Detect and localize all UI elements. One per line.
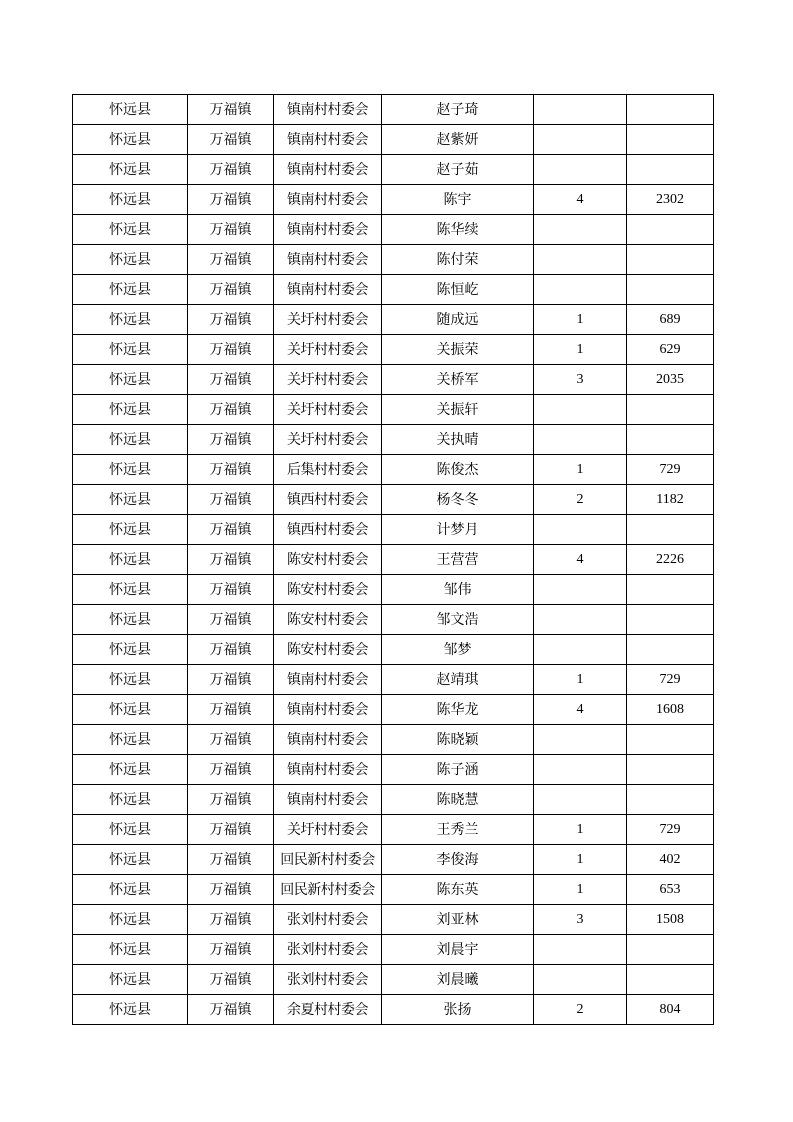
amount-cell: 729 [627,815,714,845]
table-row [73,755,714,785]
village-cell: 关圩村村委会 [274,395,382,425]
table-row [73,455,714,485]
county-cell: 怀远县 [73,485,188,515]
count-cell: 2 [534,485,627,515]
town-cell: 万福镇 [188,425,274,455]
amount-cell: 729 [627,665,714,695]
count-cell [534,575,627,605]
table-row [73,575,714,605]
county-cell: 怀远县 [73,935,188,965]
table-row [73,425,714,455]
name-cell: 陈子涵 [382,755,534,785]
town-cell: 万福镇 [188,995,274,1025]
county-cell: 怀远县 [73,125,188,155]
village-cell: 张刘村村委会 [274,935,382,965]
amount-cell [627,125,714,155]
name-cell: 王营营 [382,545,534,575]
name-cell: 关执晴 [382,425,534,455]
village-cell: 镇南村村委会 [274,125,382,155]
county-cell: 怀远县 [73,695,188,725]
town-cell: 万福镇 [188,725,274,755]
name-cell: 赵子琦 [382,95,534,125]
amount-cell [627,425,714,455]
village-cell: 关圩村村委会 [274,305,382,335]
town-cell: 万福镇 [188,365,274,395]
county-cell: 怀远县 [73,95,188,125]
village-cell: 镇南村村委会 [274,155,382,185]
town-cell: 万福镇 [188,605,274,635]
name-cell: 关振荣 [382,335,534,365]
town-cell: 万福镇 [188,875,274,905]
village-cell: 关圩村村委会 [274,425,382,455]
table-row [73,815,714,845]
name-cell: 陈恒屹 [382,275,534,305]
county-cell: 怀远县 [73,245,188,275]
county-cell: 怀远县 [73,665,188,695]
town-cell: 万福镇 [188,635,274,665]
village-cell: 回民新村村委会 [274,845,382,875]
village-cell: 镇南村村委会 [274,725,382,755]
table-row [73,485,714,515]
name-cell: 陈晓慧 [382,785,534,815]
name-cell: 随成远 [382,305,534,335]
count-cell [534,95,627,125]
table-row [73,665,714,695]
county-cell: 怀远县 [73,725,188,755]
town-cell: 万福镇 [188,755,274,785]
village-cell: 陈安村村委会 [274,575,382,605]
count-cell [534,515,627,545]
village-cell: 关圩村村委会 [274,815,382,845]
village-cell: 镇西村村委会 [274,485,382,515]
amount-cell [627,155,714,185]
amount-cell [627,245,714,275]
town-cell: 万福镇 [188,95,274,125]
count-cell [534,155,627,185]
village-cell: 张刘村村委会 [274,965,382,995]
table-row [73,935,714,965]
county-cell: 怀远县 [73,515,188,545]
county-cell: 怀远县 [73,845,188,875]
table-row [73,515,714,545]
name-cell: 关振轩 [382,395,534,425]
table-row [73,545,714,575]
name-cell: 陈晓颖 [382,725,534,755]
amount-cell [627,935,714,965]
name-cell: 张扬 [382,995,534,1025]
amount-cell: 2226 [627,545,714,575]
table-row [73,305,714,335]
amount-cell [627,515,714,545]
count-cell [534,215,627,245]
count-cell: 1 [534,845,627,875]
town-cell: 万福镇 [188,245,274,275]
town-cell: 万福镇 [188,275,274,305]
amount-cell: 689 [627,305,714,335]
count-cell [534,275,627,305]
count-cell [534,605,627,635]
village-cell: 后集村村委会 [274,455,382,485]
count-cell [534,935,627,965]
table-row [73,875,714,905]
town-cell: 万福镇 [188,185,274,215]
count-cell [534,245,627,275]
village-cell: 镇南村村委会 [274,95,382,125]
county-cell: 怀远县 [73,365,188,395]
town-cell: 万福镇 [188,575,274,605]
village-cell: 陈安村村委会 [274,605,382,635]
village-cell: 陈安村村委会 [274,545,382,575]
count-cell [534,785,627,815]
town-cell: 万福镇 [188,905,274,935]
table-row [73,605,714,635]
count-cell: 3 [534,905,627,935]
count-cell: 1 [534,815,627,845]
table-row [73,845,714,875]
count-cell [534,755,627,785]
county-cell: 怀远县 [73,215,188,245]
amount-cell [627,605,714,635]
village-cell: 关圩村村委会 [274,365,382,395]
amount-cell [627,635,714,665]
town-cell: 万福镇 [188,665,274,695]
county-cell: 怀远县 [73,155,188,185]
table-row [73,965,714,995]
town-cell: 万福镇 [188,845,274,875]
county-cell: 怀远县 [73,785,188,815]
name-cell: 王秀兰 [382,815,534,845]
name-cell: 陈华龙 [382,695,534,725]
name-cell: 刘晨宇 [382,935,534,965]
county-cell: 怀远县 [73,455,188,485]
amount-cell: 629 [627,335,714,365]
county-cell: 怀远县 [73,305,188,335]
amount-cell: 2302 [627,185,714,215]
table-row [73,95,714,125]
table-row [73,335,714,365]
town-cell: 万福镇 [188,335,274,365]
county-cell: 怀远县 [73,995,188,1025]
amount-cell: 653 [627,875,714,905]
amount-cell: 402 [627,845,714,875]
count-cell: 1 [534,335,627,365]
town-cell: 万福镇 [188,455,274,485]
town-cell: 万福镇 [188,515,274,545]
name-cell: 邹文浩 [382,605,534,635]
village-cell: 余夏村村委会 [274,995,382,1025]
name-cell: 赵紫妍 [382,125,534,155]
table-row [73,155,714,185]
count-cell: 2 [534,995,627,1025]
table-row [73,245,714,275]
town-cell: 万福镇 [188,545,274,575]
amount-cell: 2035 [627,365,714,395]
count-cell [534,125,627,155]
table-row [73,215,714,245]
table-row [73,785,714,815]
table-row [73,635,714,665]
town-cell: 万福镇 [188,965,274,995]
name-cell: 邹梦 [382,635,534,665]
village-cell: 镇南村村委会 [274,185,382,215]
table-row [73,695,714,725]
count-cell: 3 [534,365,627,395]
name-cell: 刘亚林 [382,905,534,935]
count-cell [534,395,627,425]
name-cell: 陈华续 [382,215,534,245]
county-cell: 怀远县 [73,575,188,605]
village-cell: 镇南村村委会 [274,245,382,275]
county-cell: 怀远县 [73,635,188,665]
town-cell: 万福镇 [188,155,274,185]
name-cell: 陈俊杰 [382,455,534,485]
count-cell: 1 [534,305,627,335]
village-cell: 回民新村村委会 [274,875,382,905]
village-cell: 镇南村村委会 [274,755,382,785]
table-row [73,275,714,305]
village-cell: 镇南村村委会 [274,215,382,245]
amount-cell: 804 [627,995,714,1025]
name-cell: 李俊海 [382,845,534,875]
amount-cell: 1508 [627,905,714,935]
count-cell [534,635,627,665]
town-cell: 万福镇 [188,695,274,725]
table-row [73,365,714,395]
table-row [73,185,714,215]
amount-cell [627,965,714,995]
count-cell: 4 [534,185,627,215]
roster-body [73,95,714,1025]
count-cell: 1 [534,455,627,485]
town-cell: 万福镇 [188,935,274,965]
county-cell: 怀远县 [73,545,188,575]
county-cell: 怀远县 [73,395,188,425]
count-cell [534,425,627,455]
county-cell: 怀远县 [73,605,188,635]
name-cell: 杨冬冬 [382,485,534,515]
count-cell: 1 [534,875,627,905]
town-cell: 万福镇 [188,215,274,245]
village-cell: 镇南村村委会 [274,275,382,305]
amount-cell: 729 [627,455,714,485]
village-cell: 张刘村村委会 [274,905,382,935]
name-cell: 关桥军 [382,365,534,395]
village-cell: 镇南村村委会 [274,695,382,725]
count-cell: 4 [534,545,627,575]
amount-cell [627,275,714,305]
village-cell: 镇南村村委会 [274,665,382,695]
count-cell [534,965,627,995]
table-row [73,995,714,1025]
town-cell: 万福镇 [188,395,274,425]
town-cell: 万福镇 [188,785,274,815]
name-cell: 计梦月 [382,515,534,545]
count-cell: 1 [534,665,627,695]
village-cell: 关圩村村委会 [274,335,382,365]
county-cell: 怀远县 [73,275,188,305]
table-row [73,905,714,935]
county-cell: 怀远县 [73,905,188,935]
county-cell: 怀远县 [73,185,188,215]
amount-cell [627,215,714,245]
village-cell: 陈安村村委会 [274,635,382,665]
amount-cell [627,95,714,125]
amount-cell [627,725,714,755]
amount-cell [627,575,714,605]
amount-cell [627,785,714,815]
name-cell: 赵靖琪 [382,665,534,695]
table-row [73,125,714,155]
county-cell: 怀远县 [73,755,188,785]
county-cell: 怀远县 [73,815,188,845]
town-cell: 万福镇 [188,305,274,335]
county-cell: 怀远县 [73,425,188,455]
count-cell [534,725,627,755]
village-cell: 镇西村村委会 [274,515,382,545]
village-cell: 镇南村村委会 [274,785,382,815]
amount-cell: 1182 [627,485,714,515]
amount-cell: 1608 [627,695,714,725]
name-cell: 陈付荣 [382,245,534,275]
town-cell: 万福镇 [188,485,274,515]
roster-table [72,94,714,1025]
amount-cell [627,395,714,425]
name-cell: 赵子茹 [382,155,534,185]
name-cell: 陈东英 [382,875,534,905]
name-cell: 刘晨曦 [382,965,534,995]
count-cell: 4 [534,695,627,725]
county-cell: 怀远县 [73,965,188,995]
name-cell: 邹伟 [382,575,534,605]
town-cell: 万福镇 [188,815,274,845]
table-row [73,395,714,425]
amount-cell [627,755,714,785]
table-row [73,725,714,755]
county-cell: 怀远县 [73,335,188,365]
county-cell: 怀远县 [73,875,188,905]
name-cell: 陈宇 [382,185,534,215]
town-cell: 万福镇 [188,125,274,155]
